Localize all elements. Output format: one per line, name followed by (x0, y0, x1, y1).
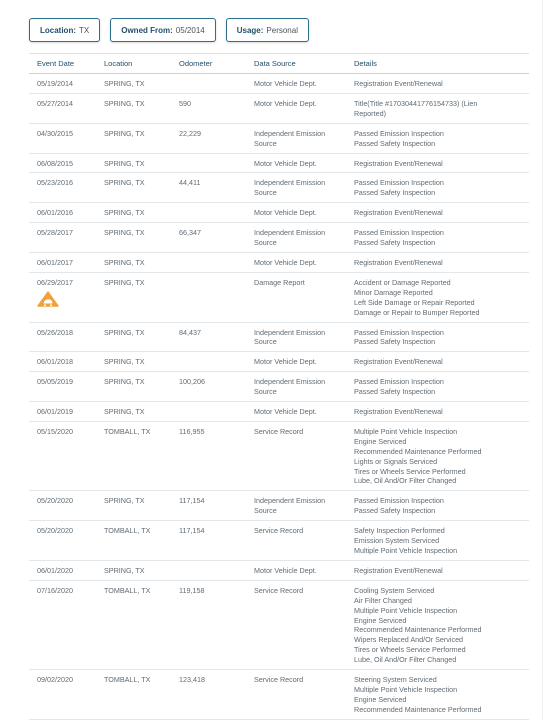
event-date-text: 06/01/2017 (37, 257, 73, 267)
event-date-cell (29, 526, 104, 556)
data-source-cell: Independent Emission Source (254, 327, 326, 347)
data-source-cell: Damage Report (254, 277, 305, 287)
detail-line: Registration Event/Renewal (354, 407, 443, 417)
odometer-cell: 100,206 (179, 377, 205, 387)
detail-line: Minor Damage Reported (354, 287, 433, 297)
filter-value: 05/2014 (175, 25, 205, 35)
filter-label: Location: (40, 25, 76, 35)
details-cell (354, 586, 529, 665)
detail-line: Left Side Damage or Repair Reported (354, 297, 475, 307)
detail-line: Passed Safety Inspection (354, 238, 436, 248)
table-row (29, 561, 529, 581)
detail-line: Passed Safety Inspection (354, 188, 436, 198)
table-row (29, 253, 529, 273)
table-row (29, 203, 529, 223)
filter-label: Usage: (236, 25, 264, 35)
filter-bar (29, 18, 309, 42)
detail-line: Tires or Wheels Service Performed (354, 466, 466, 476)
location-cell: SPRING, TX (104, 357, 145, 367)
damage-warning-icon (37, 291, 59, 307)
detail-line: Steering System Serviced (354, 675, 437, 685)
event-date-text: 05/28/2017 (37, 228, 73, 238)
detail-line: Accident or Damage Reported (354, 277, 451, 287)
usage-filter-chip[interactable] (226, 18, 309, 42)
data-source-cell: Motor Vehicle Dept. (254, 98, 317, 108)
table-row (29, 74, 529, 94)
data-source-cell: Motor Vehicle Dept. (254, 208, 317, 218)
data-source-cell: Service Record (254, 675, 304, 685)
details-cell (354, 178, 529, 198)
table-row (29, 352, 529, 372)
table-row (29, 521, 529, 561)
odometer-cell (179, 357, 254, 367)
event-date-cell (29, 675, 104, 715)
detail-line: Passed Emission Inspection (354, 128, 444, 138)
table-row (29, 124, 529, 154)
table-row (29, 273, 529, 323)
detail-line: Cooling System Serviced (354, 585, 435, 595)
location-cell: SPRING, TX (104, 79, 145, 88)
location-cell: SPRING, TX (104, 158, 145, 168)
event-date-cell (29, 228, 104, 248)
event-date-text: 06/29/2017 (37, 277, 73, 287)
filter-value: TX (79, 25, 90, 35)
detail-line: Registration Event/Renewal (354, 565, 443, 575)
data-source-cell: Service Record (254, 585, 304, 595)
odometer-cell: 117,154 (179, 496, 205, 506)
details-cell (354, 427, 529, 486)
location-cell: SPRING, TX (104, 98, 145, 108)
detail-line: Passed Emission Inspection (354, 178, 444, 188)
odometer-cell: 44,411 (179, 178, 201, 188)
odometer-cell: 119,158 (179, 585, 205, 595)
data-source-cell: Service Record (254, 526, 304, 536)
column-header-location: Location (104, 59, 133, 68)
odometer-cell: 123,418 (179, 675, 205, 685)
detail-line: Passed Emission Inspection (354, 377, 444, 387)
column-header-event-date: Event Date (37, 59, 75, 68)
data-source-cell: Motor Vehicle Dept. (254, 79, 317, 88)
location-filter-chip[interactable] (29, 18, 100, 42)
filter-label: Owned From: (121, 25, 173, 35)
detail-line: Air Filter Changed (354, 595, 412, 605)
detail-line: Multiple Point Vehicle Inspection (354, 546, 458, 555)
event-date-text: 05/26/2018 (37, 327, 73, 337)
detail-line: Engine Serviced (354, 694, 407, 704)
detail-line: Passed Emission Inspection (354, 327, 444, 337)
event-date-text: 06/01/2020 (37, 565, 73, 575)
event-date-text: 05/23/2016 (37, 178, 73, 188)
detail-line: Engine Serviced (354, 615, 407, 625)
event-date-cell (29, 79, 104, 89)
event-date-text: 09/02/2020 (37, 675, 73, 685)
details-cell (354, 357, 529, 367)
odometer-cell: 117,154 (179, 526, 205, 536)
detail-line: Safety Inspection Performed (354, 526, 445, 536)
table-row (29, 173, 529, 203)
event-date-text: 05/20/2020 (37, 526, 73, 536)
table-row (29, 402, 529, 422)
location-cell: TOMBALL, TX (104, 585, 151, 595)
table-row (29, 422, 529, 491)
table-row (29, 223, 529, 253)
detail-line: Registration Event/Renewal (354, 208, 443, 218)
odometer-cell: 66,347 (179, 228, 201, 238)
page-edge-divider (542, 0, 543, 720)
details-cell (354, 278, 529, 318)
odometer-cell: 590 (179, 98, 191, 108)
odometer-cell (179, 208, 254, 218)
details-cell (354, 675, 529, 715)
detail-line: Engine Serviced (354, 436, 407, 446)
event-date-cell (29, 357, 104, 367)
detail-line: Tires or Wheels Service Performed (354, 645, 466, 655)
event-date-text: 05/15/2020 (37, 426, 73, 436)
table-row (29, 670, 529, 720)
location-cell: SPRING, TX (104, 377, 145, 387)
odometer-cell: 116,955 (179, 426, 205, 436)
data-source-cell: Motor Vehicle Dept. (254, 357, 317, 367)
detail-line: Wipers Replaced And/Or Serviced (354, 635, 464, 645)
detail-line: Lights or Signals Serviced (354, 456, 438, 466)
details-cell (354, 258, 529, 268)
event-date-text: 06/01/2019 (37, 407, 73, 417)
location-cell: SPRING, TX (104, 257, 145, 267)
detail-line: Multiple Point Vehicle Inspection (354, 684, 458, 694)
event-date-cell (29, 99, 104, 119)
location-cell: SPRING, TX (104, 407, 145, 417)
detail-line: Passed Safety Inspection (354, 138, 436, 148)
event-date-text: 04/30/2015 (37, 128, 73, 138)
data-source-cell: Independent Emission Source (254, 178, 326, 198)
column-header-data-source: Data Source (254, 59, 296, 68)
detail-line: Multiple Point Vehicle Inspection (354, 605, 458, 615)
detail-line: Lube, Oil And/Or Filter Changed (354, 476, 457, 486)
detail-line: Recommended Maintenance Performed (354, 704, 482, 714)
detail-line: Damage or Repair to Bumper Reported (354, 307, 480, 317)
table-row (29, 581, 529, 670)
event-date-cell (29, 427, 104, 486)
table-body (29, 74, 529, 720)
detail-line: Emission System Serviced (354, 536, 440, 546)
details-cell (354, 526, 529, 556)
table-row (29, 491, 529, 521)
odometer-cell (179, 407, 254, 417)
details-cell (354, 377, 529, 397)
filter-value: Personal (266, 25, 298, 35)
event-date-cell (29, 258, 104, 268)
detail-line: Passed Safety Inspection (354, 337, 436, 347)
odometer-cell (179, 159, 254, 169)
detail-line: Title(Title #17030441776154733) (Lien (354, 98, 478, 108)
details-cell (354, 328, 529, 348)
event-date-text: 05/27/2014 (37, 98, 73, 108)
event-date-cell (29, 129, 104, 149)
owned-from-filter-chip[interactable] (110, 18, 215, 42)
data-source-cell: Service Record (254, 426, 304, 436)
event-date-cell (29, 566, 104, 576)
detail-line: Passed Safety Inspection (354, 387, 436, 397)
odometer-cell (179, 278, 254, 318)
details-cell (354, 99, 529, 119)
event-date-text: 05/05/2019 (37, 377, 73, 387)
data-source-cell: Independent Emission Source (254, 377, 326, 397)
detail-line: Registration Event/Renewal (354, 79, 443, 88)
table-header (29, 54, 529, 74)
event-date-cell (29, 586, 104, 665)
vehicle-history-table (29, 53, 529, 720)
event-date-cell (29, 178, 104, 198)
event-date-text: 06/08/2015 (37, 158, 73, 168)
odometer-cell: 22,229 (179, 128, 201, 138)
location-cell: SPRING, TX (104, 565, 145, 575)
location-cell: TOMBALL, TX (104, 426, 151, 436)
odometer-cell (179, 258, 254, 268)
location-cell: SPRING, TX (104, 128, 145, 138)
event-date-text: 05/19/2014 (37, 79, 73, 88)
event-date-text: 07/16/2020 (37, 585, 73, 595)
event-date-cell (29, 377, 104, 397)
event-date-cell (29, 278, 104, 318)
location-cell: TOMBALL, TX (104, 675, 151, 685)
data-source-cell: Motor Vehicle Dept. (254, 257, 317, 267)
detail-line: Registration Event/Renewal (354, 158, 443, 168)
detail-line: Registration Event/Renewal (354, 357, 443, 367)
data-source-cell: Independent Emission Source (254, 496, 326, 516)
details-cell (354, 496, 529, 516)
data-source-cell: Independent Emission Source (254, 228, 326, 248)
event-date-cell (29, 407, 104, 417)
detail-line: Multiple Point Vehicle Inspection (354, 426, 458, 436)
location-cell: SPRING, TX (104, 327, 145, 337)
table-row (29, 372, 529, 402)
table-row (29, 94, 529, 124)
detail-line: Registration Event/Renewal (354, 257, 443, 267)
details-cell (354, 407, 529, 417)
detail-line: Recommended Maintenance Performed (354, 446, 482, 456)
event-date-text: 05/20/2020 (37, 496, 73, 506)
detail-line: Reported) (354, 108, 386, 118)
location-cell: SPRING, TX (104, 277, 145, 287)
event-date-cell (29, 496, 104, 516)
details-cell (354, 566, 529, 576)
odometer-cell: 84,437 (179, 327, 201, 337)
location-cell: SPRING, TX (104, 228, 145, 238)
details-cell (354, 159, 529, 169)
data-source-cell: Motor Vehicle Dept. (254, 158, 317, 168)
detail-line: Passed Emission Inspection (354, 496, 444, 506)
location-cell: SPRING, TX (104, 178, 145, 188)
data-source-cell: Independent Emission Source (254, 128, 326, 148)
event-date-text: 06/01/2016 (37, 208, 73, 218)
event-date-cell (29, 328, 104, 348)
detail-line: Lube, Oil And/Or Filter Changed (354, 655, 457, 665)
table-row (29, 154, 529, 174)
details-cell (354, 208, 529, 218)
details-cell (354, 79, 529, 89)
location-cell: SPRING, TX (104, 208, 145, 218)
details-cell (354, 129, 529, 149)
event-date-cell (29, 208, 104, 218)
data-source-cell: Motor Vehicle Dept. (254, 565, 317, 575)
detail-line: Passed Emission Inspection (354, 228, 444, 238)
column-header-details: Details (354, 59, 377, 68)
odometer-cell (179, 79, 254, 89)
location-cell: SPRING, TX (104, 496, 145, 506)
event-date-text: 06/01/2018 (37, 357, 73, 367)
event-date-cell (29, 159, 104, 169)
data-source-cell: Motor Vehicle Dept. (254, 407, 317, 417)
detail-line: Passed Safety Inspection (354, 506, 436, 516)
location-cell: TOMBALL, TX (104, 526, 151, 536)
odometer-cell (179, 566, 254, 576)
details-cell (354, 228, 529, 248)
column-header-odometer: Odometer (179, 59, 213, 68)
table-row (29, 323, 529, 353)
detail-line: Recommended Maintenance Performed (354, 625, 482, 635)
